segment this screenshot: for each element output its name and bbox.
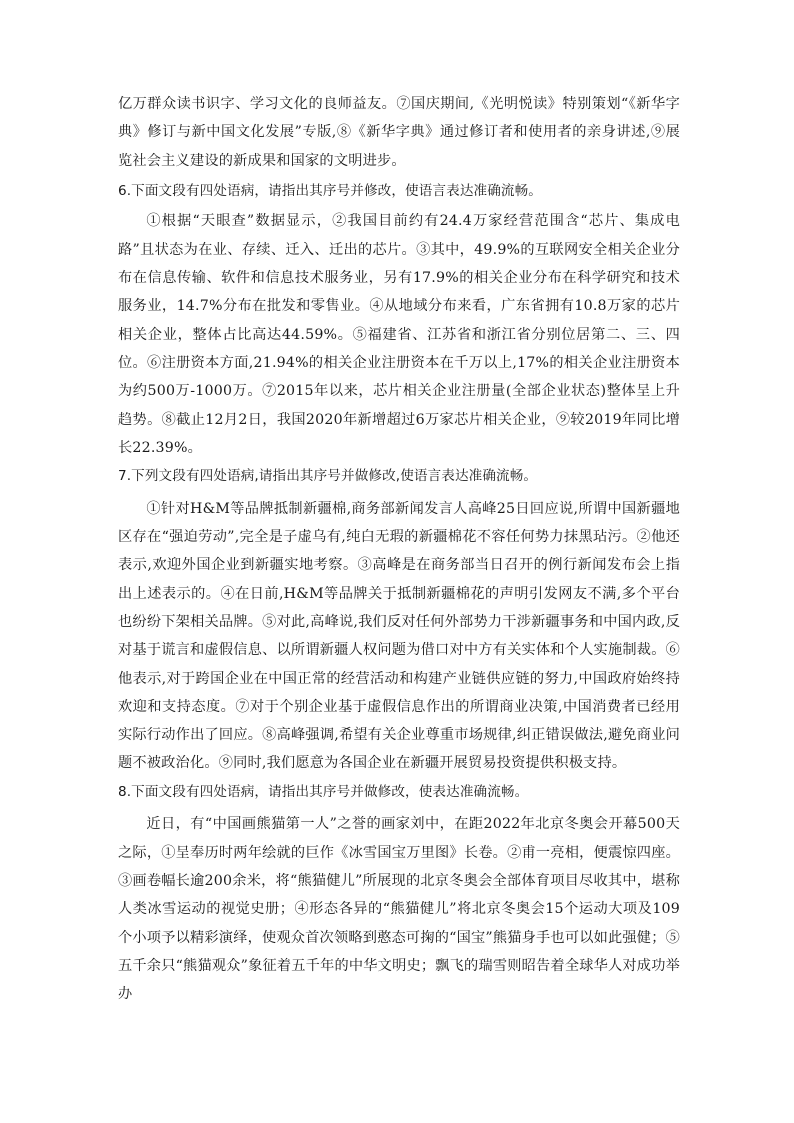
question-6-heading: 6.下面文段有四处语病，请指出其序号并修改，使语言表达准确流畅。 [118, 182, 542, 199]
document-content [118, 90, 680, 1008]
question-7-heading: 7.下列文段有四处语病,请指出其序号并做修改,使语言表达准确流畅。 [118, 468, 538, 485]
question-7-body: ①针对H&M等品牌抵制新疆棉,商务部新闻发言人高峰25日回应说,所谓中国新疆地区存在“强迫劳动”,完全是子虚乌有,纯白无瑕的新疆棉花不容任何势力抹黑玷污。②他还表示,欢迎外国企业到新疆实地考察。③高峰是在商务部当日召开的例行新闻发布会上指出上述表示的。④在日前,H&M等品牌关于抵制新疆棉花的声明引发网友不满,多个平台也纷纷下架相关品牌。⑤对此,高峰说,我们反对任何外部势力干涉新疆事务和中国内政,反对基于谎言和虚假信息、以所谓新疆人权问题为借口对中方有关实体和个人实施制裁。⑥他表示,对于跨国企业在中国正常的经营活动和构建产业链供应链的努力,中国政府始终持欢迎和支持态度。⑦对于个别企业基于虚假信息作出的所谓商业决策,中国消费者已经用实际行动作出了回应。⑧高峰强调,希望有关企业尊重市场规律,纠正错误做法,避免商业问题不被政治化。⑨同时,我们愿意为各国企业在新疆开展贸易投资提供积极支持。 [118, 500, 680, 772]
question-8-body: 近日，有“中国画熊猫第一人”之誉的画家刘中，在距2022年北京冬奥会开幕500天之际，①呈奉历时两年绘就的巨作《冰雪国宝万里图》长卷。②甫一亮相，便震惊四座。③画卷幅长逾200余米，将“熊猫健儿”所展现的北京冬奥会全部体育项目尽收其中，堪称人类冰雪运动的视觉史册；④形态各异的“熊猫健儿”将北京冬奥会15个运动大项及109个小项予以精彩演绎，使观众首次领略到憨态可掬的“国宝”熊猫身手也可以如此强健；⑤五千余只“熊猫观众”象征着五千年的中华文明史；飘飞的瑞雪则昭告着全球华人对成功举办 [118, 816, 680, 1003]
question-8-heading: 8.下面文段有四处语病，请指出其序号并做修改，使表达准确流畅。 [118, 783, 529, 800]
question-6-body: ①根据“天眼查”数据显示，②我国目前约有24.4万家经营范围含“芯片、集成电路”且状态为在业、存续、迁入、迁出的芯片。③其中，49.9%的互联网安全相关企业分布在信息传输、软件和信息技术服务业，另有17.9%的相关企业分布在科学研究和技术服务业，14.7%分布在批发和零售业。④从地域分布来看，广东省拥有10.8万家的芯片相关企业，整体占比高达44.59%。⑤福建省、江苏省和浙江省分别位居第二、三、四位。⑥注册资本方面,21.94%的相关企业注册资本在千万以上,17%的相关企业注册资本为约500万-1000万。⑦2015年以来，芯片相关企业注册量(全部企业状态)整体呈上升趋势。⑧截止12月2日，我国2020年新增超过6万家芯片相关企业，⑨较2019年同比增长22.39%。 [118, 213, 680, 456]
intro-paragraph: 亿万群众读书识字、学习文化的良师益友。⑦国庆期间,《光明悦读》特别策划“《新华字典》修订与新中国文化发展”专版,⑧《新华字典》通过修订者和使用者的亲身讲述,⑨展览社会主义建设的新成果和国家的文明进步。 [118, 96, 680, 169]
